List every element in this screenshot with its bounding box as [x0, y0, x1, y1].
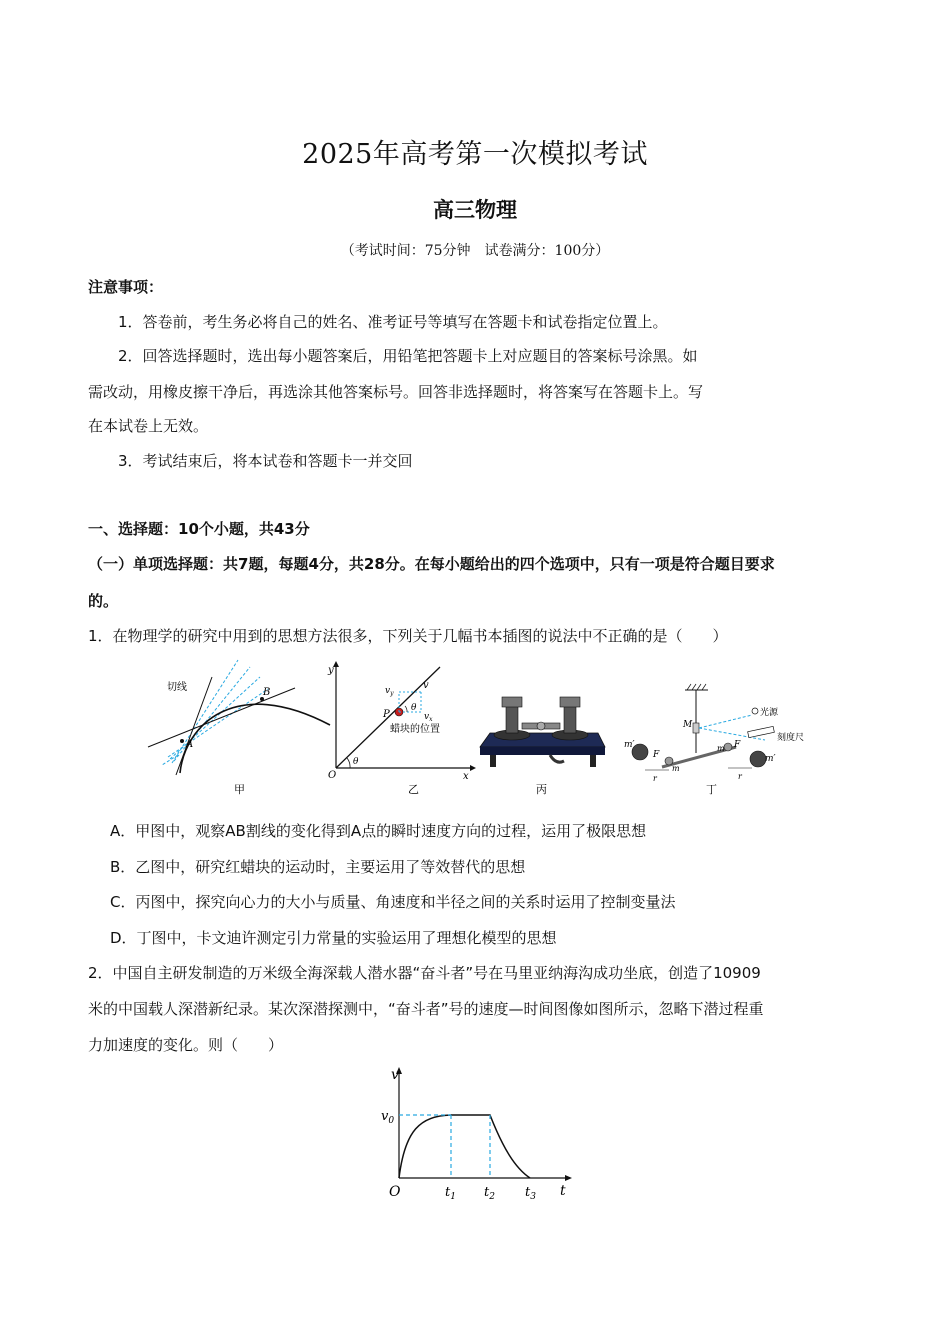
m-prime-label-right: m′	[765, 754, 776, 764]
point-a-label: A	[186, 739, 194, 750]
light-source-label: 光源	[760, 708, 779, 718]
notice-item-2-line3: 在本试卷上无效。	[88, 417, 209, 435]
tangent-label: 切线	[167, 682, 187, 693]
q1-figures	[140, 655, 820, 805]
notice-item-2-line1: 2．回答选择题时，选出每小题答案后，用铅笔把答题卡上对应题目的答案标号涂黑。如	[118, 347, 698, 365]
f-label-left: F	[653, 750, 660, 760]
m-prime-label-left: m′	[624, 740, 635, 750]
q1-option-a: A．甲图中，观察AB割线的变化得到A点的瞬时速度方向的过程，运用了极限思想	[110, 822, 647, 840]
section-heading: 一、选择题：10个小题，共43分	[88, 520, 310, 538]
v0-label: $v_0$	[381, 1109, 395, 1126]
exam-title: 2025年高考第一次模拟考试	[302, 139, 648, 170]
r-label-left: r	[653, 774, 657, 783]
figure-ding	[624, 684, 804, 796]
exam-time-info: （考试时间：75分钟 试卷满分：100分）	[340, 243, 610, 259]
q2-vt-graph	[375, 1060, 580, 1205]
origin-o-label: O	[389, 1184, 401, 1200]
theta-label: θ	[353, 757, 359, 767]
figure-bing	[480, 697, 605, 796]
vt-curve	[399, 1115, 530, 1178]
f-label-right: F	[734, 740, 741, 750]
secant-ab	[148, 688, 295, 747]
figure-jia	[148, 660, 330, 796]
q1-option-b: B．乙图中，研究红蜡块的运动时，主要运用了等效替代的思想	[110, 858, 526, 876]
ruler-label: 刻度尺	[777, 733, 805, 743]
q2-stem-line2: 米的中国载人深潜新纪录。某次深潜探测中，“奋斗者”号的速度—时间图像如图所示，忽略下潜过程重	[88, 1000, 764, 1018]
mirror-label: M	[683, 720, 693, 730]
section-sub-line1: （一）单项选择题：共7题，每题4分，共28分。在每小题给出的四个选项中，只有一项是符合题目要求	[88, 555, 775, 573]
t1-label: $t_1$	[445, 1185, 456, 1202]
caption-ding: 丁	[706, 783, 717, 796]
vx-label: $v_x$	[424, 712, 433, 723]
notice-item-1: 1．答卷前，考生务必将自己的姓名、准考证号等填写在答题卡和试卷指定位置上。	[118, 313, 668, 331]
caption-yi: 乙	[408, 783, 419, 796]
notice-item-3: 3．考试结束后，将本试卷和答题卡一并交回	[118, 452, 413, 470]
theta-label-2: θ	[411, 703, 417, 713]
r-label-right: r	[738, 772, 742, 781]
t2-label: $t_2$	[484, 1185, 495, 1202]
m-label-right: m	[717, 744, 725, 753]
caption-bing: 丙	[536, 783, 547, 796]
q1-option-c: C．丙图中，探究向心力的大小与质量、角速度和半径之间的关系时运用了控制变量法	[110, 893, 676, 911]
m-label-left: m	[672, 764, 680, 773]
q1-option-d: D．丁图中，卡文迪许测定引力常量的实验运用了理想化模型的思想	[110, 929, 557, 947]
notice-heading: 注意事项：	[88, 278, 164, 296]
notice-item-2-line2: 需改动，用橡皮擦干净后，再选涂其他答案标号。回答非选择题时，将答案写在答题卡上。写	[88, 383, 704, 401]
axis-x-label: x	[463, 771, 469, 782]
origin-label: O	[328, 770, 337, 781]
q1-stem: 1．在物理学的研究中用到的思想方法很多，下列关于几幅书本插图的说法中不正确的是（ ）	[88, 627, 728, 645]
t3-label: $t_3$	[525, 1185, 536, 1202]
tangent-dashed-lines	[162, 660, 271, 765]
point-p-label: P	[383, 709, 390, 720]
v-axis-label: v	[391, 1067, 399, 1083]
v-label: v	[423, 680, 429, 691]
axis-y-label: y	[328, 665, 334, 676]
caption-jia: 甲	[234, 783, 245, 796]
vy-label: $v_y$	[385, 686, 394, 697]
wax-position-label: 蜡块的位置	[390, 724, 440, 735]
exam-subject: 高三物理	[433, 198, 517, 222]
section-sub-line2: 的。	[88, 592, 119, 610]
figure-yi	[327, 661, 476, 796]
point-b-label: B	[263, 687, 271, 698]
q2-stem-line1: 2．中国自主研发制造的万米级全海深载人潜水器“奋斗者”号在马里亚纳海沟成功坐底，创造了10909	[88, 964, 761, 982]
t-axis-label: t	[560, 1183, 566, 1199]
q2-stem-line3: 力加速度的变化。则（ ）	[88, 1036, 284, 1054]
